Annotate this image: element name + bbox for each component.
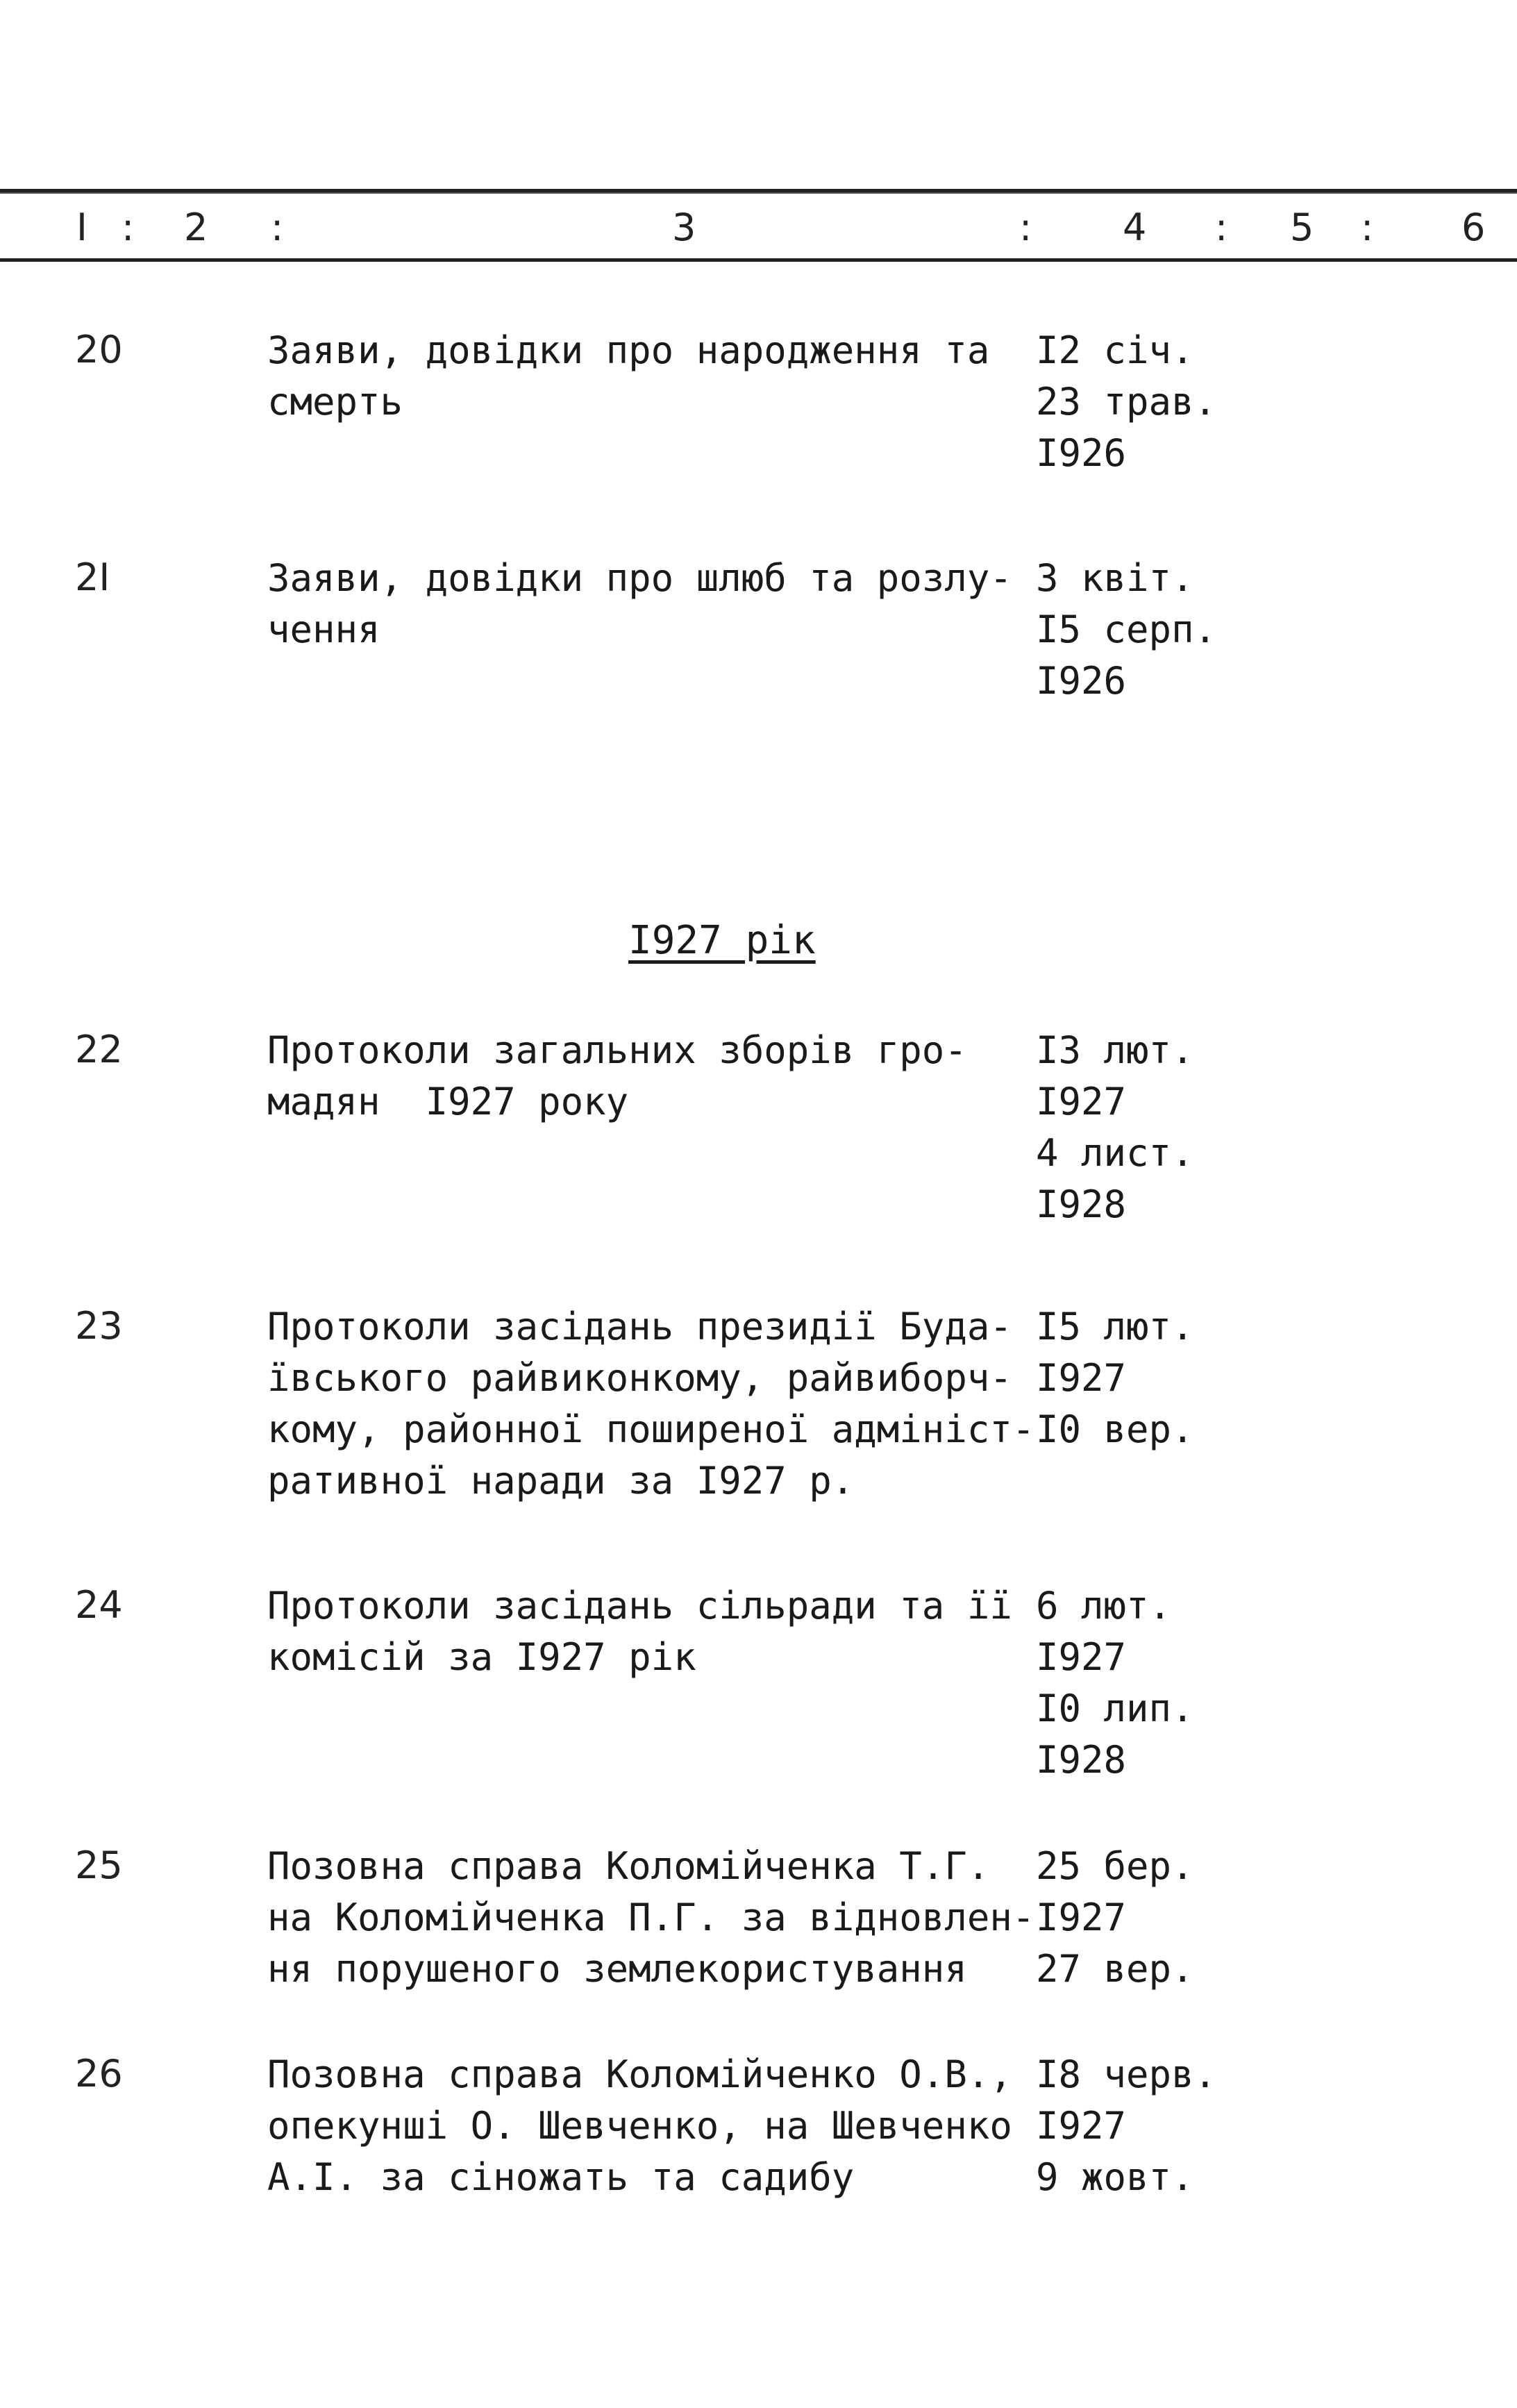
entry-date-line: 9 жовт. bbox=[1036, 2155, 1194, 2199]
entry-title-line: Протоколи засідань сільради та її bbox=[267, 1584, 1012, 1628]
entry-title bbox=[267, 1841, 1035, 1995]
entry-date-line: 23 трав. bbox=[1036, 380, 1217, 424]
entry-title-line: Позовна справа Коломійченка Т.Г. bbox=[267, 1844, 990, 1888]
column-separator: : bbox=[1215, 206, 1228, 249]
column-header-3: 3 bbox=[672, 206, 696, 249]
header-bottom-rule bbox=[0, 258, 1517, 262]
column-separator: : bbox=[1019, 206, 1032, 249]
entry-date-line: 6 лют. bbox=[1036, 1584, 1172, 1628]
section-heading: I927 рік bbox=[628, 918, 816, 963]
column-header-4: 4 bbox=[1123, 206, 1147, 249]
entry-title bbox=[267, 553, 1010, 655]
entry-date-line: I927 bbox=[1036, 1896, 1127, 1939]
entry-title bbox=[267, 1580, 1010, 1683]
entry-date-line: I926 bbox=[1036, 659, 1127, 703]
entry-date-line: I927 bbox=[1036, 1635, 1127, 1679]
entry-number: 2I bbox=[75, 555, 110, 599]
entry-date-line: I5 серп. bbox=[1036, 608, 1217, 651]
entry-title bbox=[267, 2049, 1010, 2203]
entry-date-line: I927 bbox=[1036, 2104, 1127, 2148]
entry-date-line: I8 черв. bbox=[1036, 2052, 1217, 2096]
entry-date-line: I927 bbox=[1036, 1356, 1127, 1400]
entry-date-line: 25 бер. bbox=[1036, 1844, 1194, 1888]
entry-date-line: I2 січ. bbox=[1036, 328, 1194, 372]
column-separator: : bbox=[121, 206, 135, 249]
entry-title-line: комісій за I927 рік bbox=[267, 1635, 696, 1679]
entry-title bbox=[267, 1301, 1035, 1507]
entry-title bbox=[267, 1025, 1010, 1128]
column-header-6: 6 bbox=[1461, 206, 1486, 249]
entry-title-line: ративної наради за I927 р. bbox=[267, 1459, 855, 1503]
entry-date-line: 3 квіт. bbox=[1036, 556, 1194, 600]
entry-title-line: Заяви, довідки про шлюб та розлу- bbox=[267, 556, 1012, 600]
entry-dates bbox=[1036, 2049, 1265, 2203]
entry-dates bbox=[1036, 1301, 1265, 1455]
entry-title-line: на Коломійченка П.Г. за відновлен- bbox=[267, 1896, 1035, 1939]
entry-number: 20 bbox=[75, 328, 123, 371]
entry-date-line: I5 лют. bbox=[1036, 1305, 1194, 1348]
entry-title-line: ївського райвиконкому, райвиборч- bbox=[267, 1356, 1012, 1400]
entry-date-line: I3 лют. bbox=[1036, 1028, 1194, 1072]
entry-date-line: I928 bbox=[1036, 1738, 1127, 1782]
entry-number: 24 bbox=[75, 1583, 123, 1627]
entry-date-line: 27 вер. bbox=[1036, 1947, 1194, 1991]
entry-title-line: чення bbox=[267, 608, 380, 651]
entry-number: 22 bbox=[75, 1028, 123, 1071]
entry-title-line: А.І. за сіножать та садибу bbox=[267, 2155, 855, 2199]
column-separator: : bbox=[1361, 206, 1374, 249]
column-header-1: I bbox=[76, 206, 87, 249]
column-header-2: 2 bbox=[184, 206, 208, 249]
entry-title-line: Протоколи засідань президії Буда- bbox=[267, 1305, 1012, 1348]
entry-date-line: I0 вер. bbox=[1036, 1407, 1194, 1451]
entry-title-line: Протоколи загальних зборів гро- bbox=[267, 1028, 967, 1072]
header-top-rule bbox=[0, 189, 1517, 194]
entry-dates bbox=[1036, 325, 1265, 479]
entry-dates bbox=[1036, 1580, 1265, 1786]
entry-title-line: смерть bbox=[267, 380, 403, 424]
column-header-5: 5 bbox=[1290, 206, 1314, 249]
entry-title bbox=[267, 325, 1010, 428]
entry-title-line: Заяви, довідки про народження та bbox=[267, 328, 990, 372]
entry-date-line: I928 bbox=[1036, 1182, 1127, 1226]
entry-dates bbox=[1036, 553, 1265, 707]
entry-date-line: I926 bbox=[1036, 431, 1127, 475]
column-separator: : bbox=[271, 206, 284, 249]
entry-number: 23 bbox=[75, 1304, 123, 1348]
entry-date-line: I0 лип. bbox=[1036, 1687, 1194, 1730]
entry-title-line: Позовна справа Коломійченко О.В., bbox=[267, 2052, 1012, 2096]
entry-title-line: мадян I927 року bbox=[267, 1080, 629, 1123]
entry-title-line: ня порушеного землекористування bbox=[267, 1947, 967, 1991]
entry-title-line: кому, районної поширеної адмініст- bbox=[267, 1407, 1035, 1451]
entry-dates bbox=[1036, 1025, 1265, 1230]
entry-dates bbox=[1036, 1841, 1265, 1995]
entry-title-line: опекунші О. Шевченко, на Шевченко bbox=[267, 2104, 1012, 2148]
entry-date-line: I927 bbox=[1036, 1080, 1127, 1123]
entry-date-line: 4 лист. bbox=[1036, 1131, 1194, 1175]
entry-number: 26 bbox=[75, 2052, 123, 2096]
entry-number: 25 bbox=[75, 1843, 123, 1887]
